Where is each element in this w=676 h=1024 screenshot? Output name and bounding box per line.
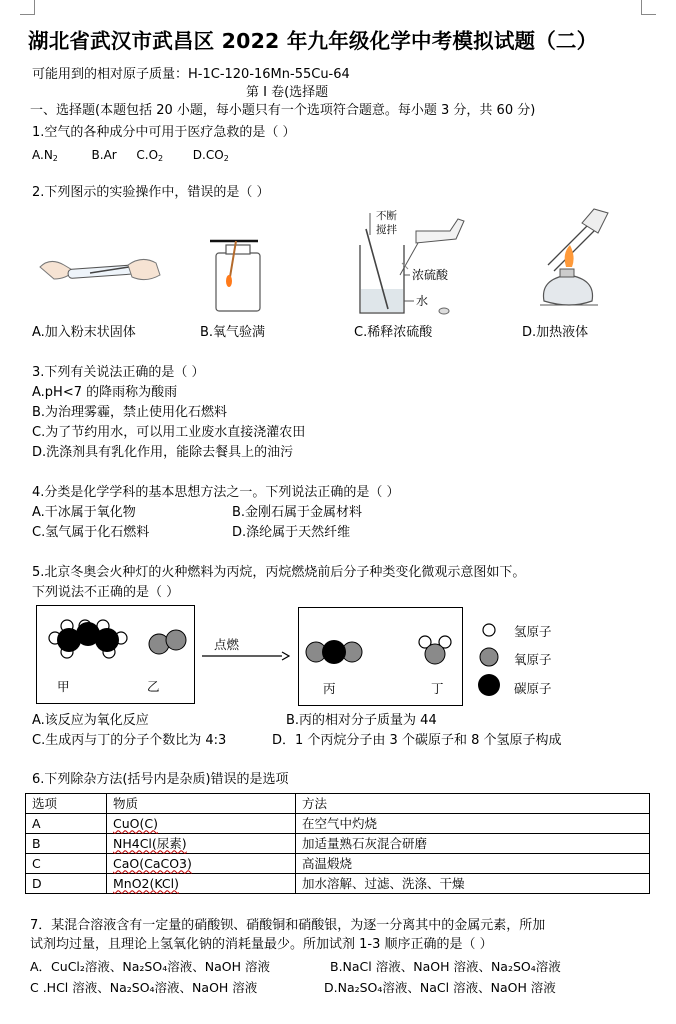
q7-option-b: B.NaCl 溶液、NaOH 溶液、Na₂SO₄溶液	[330, 959, 561, 974]
table-row	[26, 874, 650, 894]
row-d-method: 加水溶解、过滤、洗涤、干燥	[296, 874, 650, 894]
q4-option-c: C.氢气属于化石燃料	[32, 525, 150, 540]
table-row	[26, 854, 650, 874]
label-acid: 浓硫酸	[412, 268, 449, 282]
q3-option-a: A.pH<7 的降雨称为酸雨	[32, 385, 178, 400]
row-d-substance: MnO2(KCl)	[107, 874, 296, 894]
legend-oxygen: 氧原子	[514, 652, 552, 667]
q1-stem: 1.空气的各种成分中可用于医疗急救的是（ ）	[32, 125, 296, 140]
section-header: 一、选择题(本题包括 20 小题，每小题只有一个选项符合题意。每小题 3 分，共 60 分)	[30, 103, 536, 118]
header-method: 方法	[296, 794, 650, 814]
q2-caption-d: D.加热液体	[522, 325, 589, 340]
atomic-mass-line: 可能用到的相对原子质量：H-1C-120-16Mn-55Cu-64	[32, 67, 350, 82]
q4-option-d: D.涤纶属于天然纤维	[232, 525, 351, 540]
row-c-method: 高温煅烧	[296, 854, 650, 874]
label-jiaoban: 搅拌	[376, 224, 397, 236]
row-a-method: 在空气中灼烧	[296, 814, 650, 834]
oxygen-atom-icon	[480, 648, 498, 666]
row-b-option: B	[26, 834, 107, 854]
header-substance: 物质	[107, 794, 296, 814]
label-bing: 丙	[323, 681, 336, 696]
part-title: 第 I 卷(选择题	[246, 85, 329, 100]
row-d-option: D	[26, 874, 107, 894]
page-title: 湖北省武汉市武昌区 2022 年九年级化学中考模拟试题（二）	[28, 29, 598, 53]
q1-option-b: B.Ar	[91, 148, 117, 162]
table-row	[26, 834, 650, 854]
q1-option-d: $D.CO_2$	[192, 148, 229, 163]
figure-d-alcohol-lamp	[540, 209, 608, 305]
hydrogen-atom-icon	[483, 624, 495, 636]
arrow-label: 点燃	[214, 637, 240, 652]
q5-option-d: D．1 个丙烷分子由 3 个碳原子和 8 个氢原子构成	[272, 733, 562, 748]
carbon-atom-icon	[478, 674, 500, 696]
q2-figures	[30, 205, 660, 323]
figure-b-oxygen-bottle	[210, 241, 260, 311]
row-a-option: A	[26, 814, 107, 834]
label-ding: 丁	[431, 681, 444, 696]
legend-carbon: 碳原子	[514, 681, 552, 696]
row-a-substance: CuO(C)	[107, 814, 296, 834]
q5-option-c: C.生成丙与丁的分子个数比为 4:3	[32, 733, 227, 748]
q4-stem: 4.分类是化学学科的基本思想方法之一。下列说法正确的是（ ）	[32, 485, 400, 500]
figure-a-test-tube	[40, 259, 160, 279]
q7-stem-line1: 7．某混合溶液含有一定量的硝酸钡、硝酸铜和硝酸银，为逐一分离其中的金属元素，所加	[30, 918, 546, 933]
q7-stem-line2: 试剂均过量，且理论上氢氧化钠的消耗量最少。所加试剂 1-3 顺序正确的是（ ）	[30, 937, 493, 952]
q7-option-a: A．CuCl₂溶液、Na₂SO₄溶液、NaOH 溶液	[30, 959, 270, 974]
q2-caption-c: C.稀释浓硫酸	[354, 325, 433, 340]
label-jia: 甲	[57, 679, 70, 694]
table-row	[26, 814, 650, 834]
row-b-method: 加适量熟石灰混合研磨	[296, 834, 650, 854]
row-c-substance: CaO(CaCO3)	[107, 854, 296, 874]
q2-stem: 2.下列图示的实验操作中，错误的是（ ）	[32, 185, 270, 200]
q6-table	[25, 793, 650, 894]
q2-caption-b: B.氧气验满	[200, 325, 266, 340]
q3-stem: 3.下列有关说法正确的是（ ）	[32, 365, 205, 380]
q5-option-a: A.该反应为氧化反应	[32, 713, 149, 728]
q6-stem: 6.下列除杂方法(括号内是杂质)错误的是选项	[32, 772, 289, 787]
q4-option-b: B.金刚石属于金属材料	[232, 505, 363, 520]
figure-c-beaker	[360, 209, 464, 314]
header-option: 选项	[26, 794, 107, 814]
legend-hydrogen: 氢原子	[514, 624, 552, 639]
q5-stem-line2: 下列说法不正确的是（ ）	[32, 585, 180, 600]
q3-option-b: B.为治理雾霾，禁止使用化石燃料	[32, 405, 228, 420]
crop-mark-right	[641, 0, 656, 15]
q1-options	[32, 146, 229, 168]
q5-option-b: B.丙的相对分子质量为 44	[286, 713, 437, 728]
legend-atoms	[476, 618, 506, 702]
q4-option-a: A.干冰属于氧化物	[32, 505, 136, 520]
table-header-row	[26, 794, 650, 814]
q7-option-d: D.Na₂SO₄溶液、NaCl 溶液、NaOH 溶液	[324, 980, 556, 995]
q3-option-c: C.为了节约用水，可以用工业废水直接浇灌农田	[32, 425, 306, 440]
label-water: 水	[416, 294, 429, 308]
q5-products-box	[298, 607, 463, 706]
q1-option-c: $C.O_2$	[136, 148, 164, 163]
q1-option-a: $A.N_2$	[32, 148, 58, 163]
label-yi: 乙	[147, 679, 160, 694]
label-buduan: 不断	[376, 210, 397, 222]
crop-mark-left	[20, 0, 35, 15]
q3-option-d: D.洗涤剂具有乳化作用，能除去餐具上的油污	[32, 445, 294, 460]
q2-caption-a: A.加入粉末状固体	[32, 325, 136, 340]
q5-stem-line1: 5.北京冬奥会火种灯的火种燃料为丙烷，丙烷燃烧前后分子种类变化微观示意图如下。	[32, 565, 526, 580]
reaction-arrow	[200, 650, 290, 662]
q7-option-c: C .HCl 溶液、Na₂SO₄溶液、NaOH 溶液	[30, 980, 258, 995]
row-b-substance: NH4Cl(尿素)	[107, 834, 296, 854]
row-c-option: C	[26, 854, 107, 874]
q5-reactants-box	[36, 605, 195, 704]
